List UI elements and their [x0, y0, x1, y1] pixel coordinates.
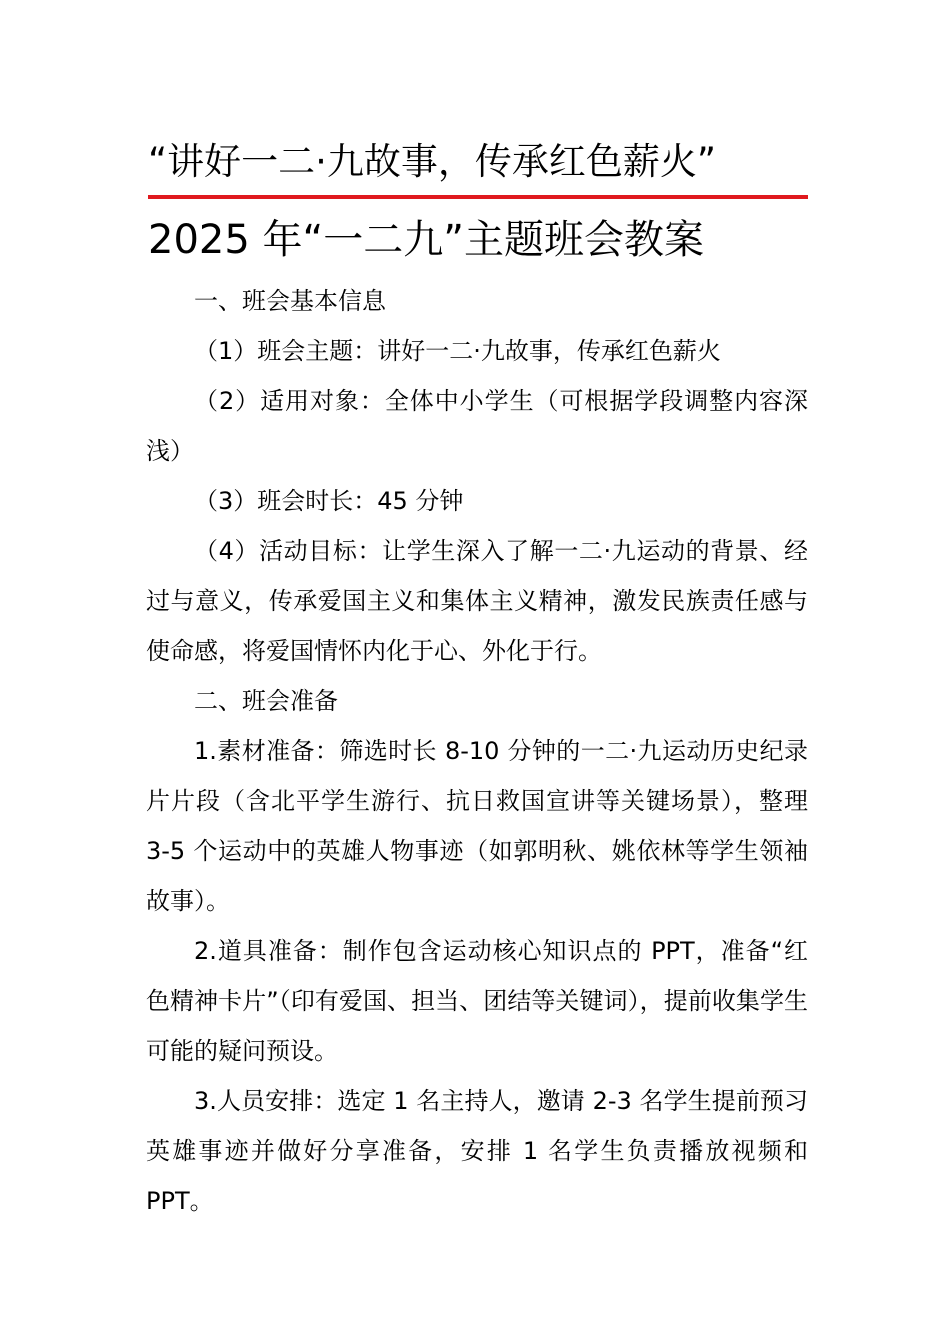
document-title-line1: “讲好一二·九故事，传承红色薪火” [148, 140, 717, 183]
item-duration: （3）班会时长：45 分钟 [194, 487, 464, 515]
document-title-line2: 2025 年“一二九”主题班会教案 [148, 217, 704, 263]
title-red-rule [148, 195, 808, 199]
section-heading-preparation: 二、班会准备 [194, 687, 338, 715]
document-body [146, 276, 808, 1226]
item-theme: （1）班会主题：讲好一二·九故事，传承红色薪火 [194, 337, 721, 365]
item-objectives: （4）活动目标：让学生深入了解一二·九运动的背景、经过与意义，传承爱国主义和集体主义精神，激发民族责任感与使命感，将爱国情怀内化于心、外化于行。 [146, 537, 808, 665]
prep-materials: 1.素材准备：筛选时长 8-10 分钟的一二·九运动历史纪录片片段（含北平学生游行、抗日救国宣讲等关键场景），整理 3-5 个运动中的英雄人物事迹（如郭明秋、姚依林等学生领袖故事）。 [146, 737, 808, 915]
prep-props: 2.道具准备：制作包含运动核心知识点的 PPT，准备“红色精神卡片”（印有爱国、担当、团结等关键词），提前收集学生可能的疑问预设。 [146, 937, 808, 1065]
prep-staffing: 3.人员安排：选定 1 名主持人，邀请 2-3 名学生提前预习英雄事迹并做好分享准备，安排 1 名学生负责播放视频和 PPT。 [146, 1087, 808, 1215]
section-heading-basic-info: 一、班会基本信息 [194, 287, 386, 315]
item-audience: （2）适用对象：全体中小学生（可根据学段调整内容深浅） [146, 387, 808, 465]
